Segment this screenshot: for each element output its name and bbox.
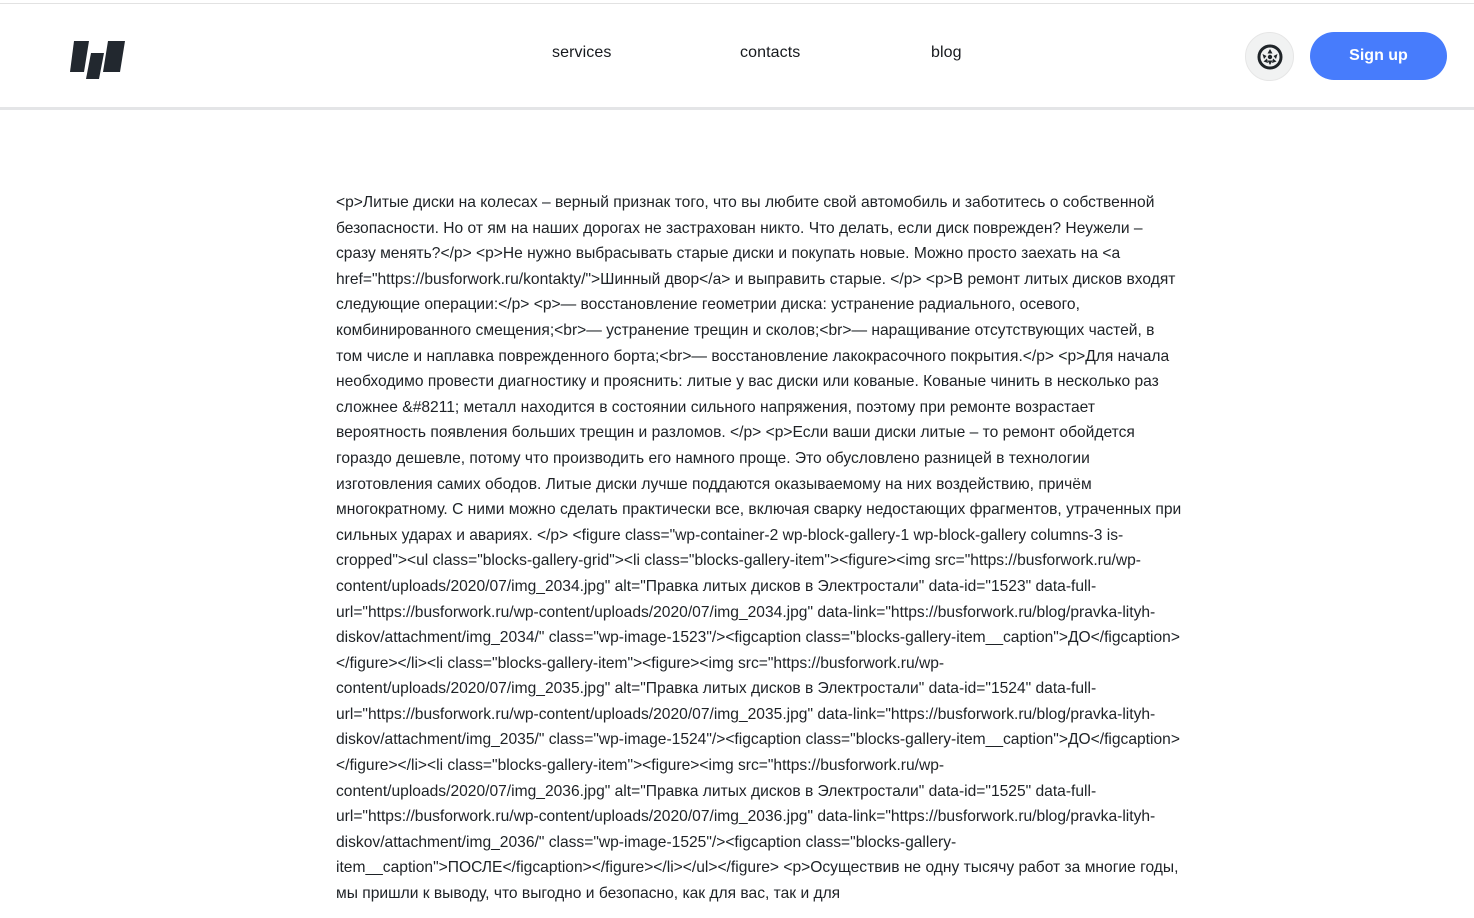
wheel-button[interactable] (1245, 32, 1294, 81)
nav-blog[interactable]: blog (931, 44, 962, 61)
site-header (0, 4, 1474, 110)
nav-services[interactable]: services (552, 44, 612, 61)
nav-contacts[interactable]: contacts (740, 44, 801, 61)
wheel-icon (1257, 44, 1283, 70)
article-body: <p>Литые диски на колесах – верный признак того, что вы любите свой автомобиль и заботитесь о собственной безопасности. Но от ям на наших дорогах не застрахован никто. Что делать, если диск поврежден? Неужели – сразу менять?</p> <p>Не нужно выбрасывать старые диски и покупать новые. Можно просто заехать на <a href="https://busforwork.ru/kontakty/">Шинный двор</a> и выправить старые. </p> <p>В ремонт литых дисков входят следующие операции:</p> <p>— восстановление геометрии диска: устранение радиального, осевого, комбинированного смещения;<br>— устранение трещин и сколов;<br>— наращивание отсутствующих частей, в том числе и наплавка поврежденного борта;<br>— восстановление лакокрасочного покрытия.</p> <p>Для начала необходимо провести диагностику и прояснить: литые у вас диски или кованые. Кованые чинить в несколько раз сложнее &#8211; металл находится в состоянии сильного напряжения, поэтому при ремонте возрастает вероятность появления больших трещин и разломов. </p> <p>Если ваши диски литые – то ремонт обойдется гораздо дешевле, потому что производить его намного проще. Это обусловлено разницей в технологии изготовления самих ободов. Литые диски лучше поддаются оказываемому на них воздействию, причём многократному. С ними можно сделать практически все, включая сварку недостающих фрагментов, утраченных при сильных ударах и авариях. </p> <figure class="wp-container-2 wp-block-gallery-1 wp-block-gallery columns-3 is-cropped"><ul class="blocks-gallery-grid"><li class="blocks-gallery-item"><figure><img src="https://busforwork.ru/wp-content/uploads/2020/07/img_2034.jpg" alt="Правка литых дисков в Электростали" data-id="1523" data-full-url="https://busforwork.ru/wp-content/uploads/2020/07/img_2034.jpg" data-link="https://busforwork.ru/blog/pravka-lityh-diskov/attachment/img_2034/" class="wp-image-1523"/><figcaption class="blocks-gallery-item__caption">ДО</figcaption></figure></li><li class="blocks-gallery-item"><figure><img src="https://busforwork.ru/wp-content/uploads/2020/07/img_2035.jpg" alt="Правка литых дисков в Электростали" data-id="1524" data-full-url="https://busforwork.ru/wp-content/uploads/2020/07/img_2035.jpg" data-link="https://busforwork.ru/blog/pravka-lityh-diskov/attachment/img_2035/" class="wp-image-1524"/><figcaption class="blocks-gallery-item__caption">ДО</figcaption></figure></li><li class="blocks-gallery-item"><figure><img src="https://busforwork.ru/wp-content/uploads/2020/07/img_2036.jpg" alt="Правка литых дисков в Электростали" data-id="1525" data-full-url="https://busforwork.ru/wp-content/uploads/2020/07/img_2036.jpg" data-link="https://busforwork.ru/blog/pravka-lityh-diskov/attachment/img_2036/" class="wp-image-1525"/><figcaption class="blocks-gallery-item__caption">ПОСЛЕ</figcaption></figure></li></ul></figure> <p>Осуществив не одну тысячу работ за многие годы, мы пришли к выводу, что выгодно и безопасно, как для вас, так и для (336, 194, 1182, 903)
signup-button[interactable]: Sign up (1310, 32, 1447, 80)
